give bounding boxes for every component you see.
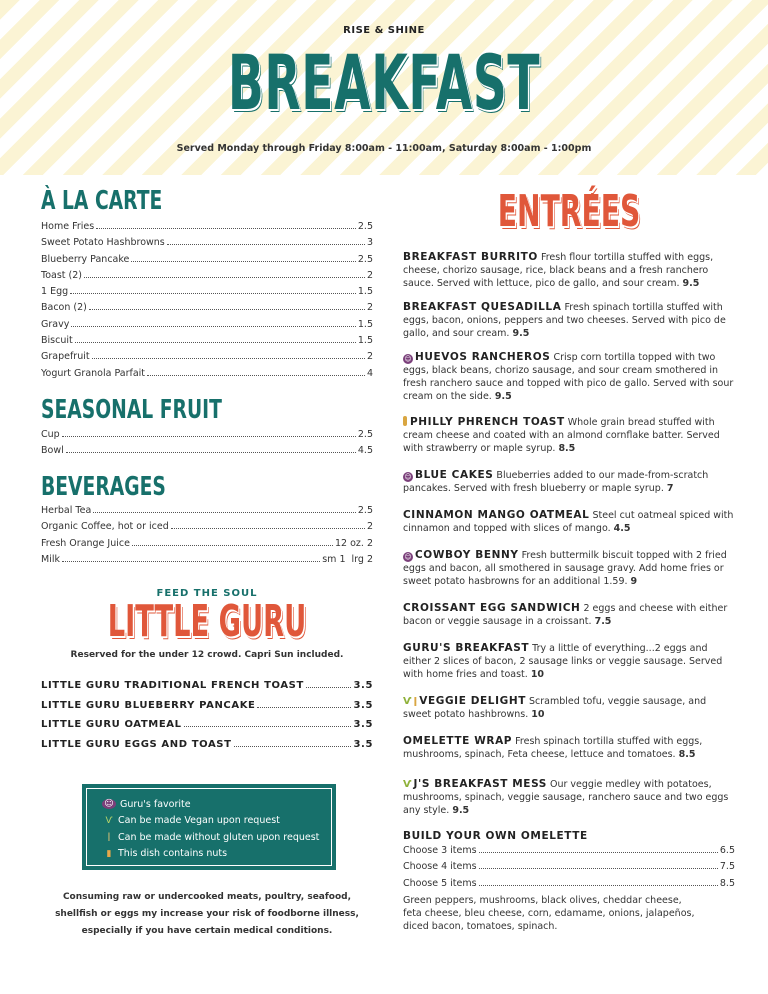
little-guru-list: [41, 680, 373, 758]
gluten-free-icon: ǀ: [413, 696, 418, 707]
legend-item: ▮ This dish contains nuts: [102, 846, 334, 863]
entree-item: ☺ BLUE CAKES Blueberries added to our made-from-scratch pancakes. Served with fresh blueberry or maple syrup. 7: [403, 469, 709, 494]
vegan-icon: Ѵ: [403, 696, 412, 707]
a-la-carte-title: À LA CARTE: [41, 186, 163, 216]
a-la-carte-list: [41, 221, 373, 384]
omelette-ingredients: Green peppers, mushrooms, black olives, cheddar cheese, feta cheese, bleu cheese, corn, edamame, onions, jalapeños, diced bacon, tomatoes, spinach.: [403, 895, 695, 932]
list-item: Fresh Orange Juice 12 oz. 2: [41, 537, 373, 549]
beverages-title: BEVERAGES: [41, 472, 166, 502]
little-guru-subtitle: Reserved for the under 12 crowd. Capri Sun included.: [70, 650, 344, 660]
page-title: BREAKFAST: [227, 38, 541, 127]
list-item: LITTLE GURU TRADITIONAL FRENCH TOAST 3.5: [41, 680, 373, 691]
guru-favorite-icon: ☺: [404, 355, 412, 363]
guru-favorite-icon: ☺: [404, 553, 412, 561]
food-safety-disclaimer: Consuming raw or undercooked meats, poultry, seafood, shellfish or eggs my increase your risk of foodborne illness, especially if you have certain medical conditions.: [55, 892, 359, 936]
list-item: LITTLE GURU BLUEBERRY PANCAKE 3.5: [41, 699, 373, 711]
entree-item: CINNAMON MANGO OATMEAL Steel cut oatmeal spiced with cinnamon and topped with slices of mango. 4.5: [403, 509, 734, 534]
list-item: 1 Egg 1.5: [41, 286, 373, 298]
entree-item: Ѵ ǀ VEGGIE DELIGHT Scrambled tofu, veggie sausage, and sweet potato hashbrowns. 10: [403, 695, 707, 720]
entree-item: ☺ COWBOY BENNY Fresh buttermilk biscuit topped with 2 fried eggs and bacon, all smothered in sausage gravy. Add home fries or sweet potato hasbrowns for an additional 1.59. 9: [403, 549, 727, 587]
entrees-title: ENTRÉES: [497, 186, 641, 237]
omelette-list: [403, 845, 735, 894]
list-item: Choose 5 items 8.5: [403, 877, 735, 889]
seasonal-fruit-list: [41, 429, 373, 462]
seasonal-fruit-title: SEASONAL FRUIT: [41, 395, 222, 425]
legend-item: Ѵ Can be made Vegan upon request: [102, 813, 334, 830]
nuts-icon: [403, 416, 407, 426]
list-item: Gravy 1.5: [41, 318, 373, 330]
menu-header: [0, 0, 768, 175]
entree-item: BREAKFAST BURRITO Fresh flour tortilla stuffed with eggs, cheese, chorizo sausage, rice, black beans and a fresh ranchero sauce. Served with lettuce, pico de gallo, and sour cream. 9.5: [403, 251, 714, 289]
dietary-legend: [82, 784, 336, 870]
guru-favorite-icon: ☺: [404, 473, 412, 481]
vegan-icon: Ѵ: [105, 815, 113, 826]
list-item: Bowl 4.5: [41, 445, 373, 457]
list-item: Toast (2) 2: [41, 269, 373, 281]
entree-item: PHILLY PHRENCH TOAST Whole grain bread stuffed with cream cheese and coated with an almond cornflake batter. Served with strawberry or maple syrup. 8.5: [403, 416, 720, 454]
list-item: Organic Coffee, hot or iced 2: [41, 521, 373, 533]
list-item: Sweet Potato Hashbrowns 3: [41, 237, 373, 249]
omelette-title: BUILD YOUR OWN OMELETTE: [403, 830, 588, 842]
list-item: Choose 4 items 7.5: [403, 861, 735, 873]
serving-hours: Served Monday through Friday 8:00am - 11:00am, Saturday 8:00am - 1:00pm: [176, 143, 592, 154]
list-item: LITTLE GURU EGGS AND TOAST 3.5: [41, 738, 373, 750]
entree-item: ☺ HUEVOS RANCHEROS Crisp corn tortilla topped with two eggs, black beans, chorizo sausage, and sour cream smothered in fresh ranchero sauce and topped with pico de gallo. Served with sour cream on the side. 9.5: [403, 351, 734, 402]
nuts-icon: ▮: [106, 848, 112, 859]
entree-item: BREAKFAST QUESADILLA Fresh spinach tortilla stuffed with eggs, bacon, onions, peppers and two cheeses. Served with pico de gallo, and sour cream. 9.5: [403, 301, 726, 339]
header-kicker: RISE & SHINE: [343, 25, 425, 36]
guru-favorite-icon: ☺: [102, 799, 116, 809]
legend-item: ☺ Guru's favorite: [102, 796, 334, 813]
entree-item: OMELETTE WRAP Fresh spinach tortilla stuffed with eggs, mushrooms, spinach, Feta cheese, lettuce and tomatoes. 8.5: [403, 735, 703, 760]
list-item: Cup 2.5: [41, 429, 373, 440]
list-item: Bacon (2) 2: [41, 302, 373, 314]
list-item: Milk sm 1 lrg 2: [41, 553, 373, 565]
list-item: Choose 3 items 6.5: [403, 845, 735, 856]
legend-item: ǀ Can be made without gluten upon request: [102, 829, 334, 846]
vegan-icon: Ѵ: [403, 779, 412, 790]
list-item: Biscuit 1.5: [41, 335, 373, 347]
little-guru-kicker: FEED THE SOUL: [156, 588, 258, 599]
list-item: Blueberry Pancake 2.5: [41, 253, 373, 265]
list-item: Herbal Tea 2.5: [41, 505, 373, 516]
entree-item: GURU'S BREAKFAST Try a little of everything...2 eggs and either 2 slices of bacon, 2 sausage links or veggie sausage. Served with home fries and toast. 10: [403, 642, 723, 680]
beverages-list: [41, 505, 373, 570]
entree-item: Ѵ J'S BREAKFAST MESS Our veggie medley with potatoes, mushrooms, spinach, veggie sausage, ranchero sauce and two eggs any style. 9.5: [403, 778, 729, 816]
entree-item: CROISSANT EGG SANDWICH 2 eggs and cheese with either bacon or veggie sausage in a croissant. 7.5: [403, 602, 728, 627]
list-item: LITTLE GURU OATMEAL 3.5: [41, 719, 373, 730]
little-guru-title: LITTLE GURU: [107, 596, 307, 647]
list-item: Yogurt Granola Parfait 4: [41, 367, 373, 379]
list-item: Home Fries 2.5: [41, 221, 373, 232]
gluten-free-icon: ǀ: [107, 832, 111, 843]
list-item: Grapefruit 2: [41, 351, 373, 363]
